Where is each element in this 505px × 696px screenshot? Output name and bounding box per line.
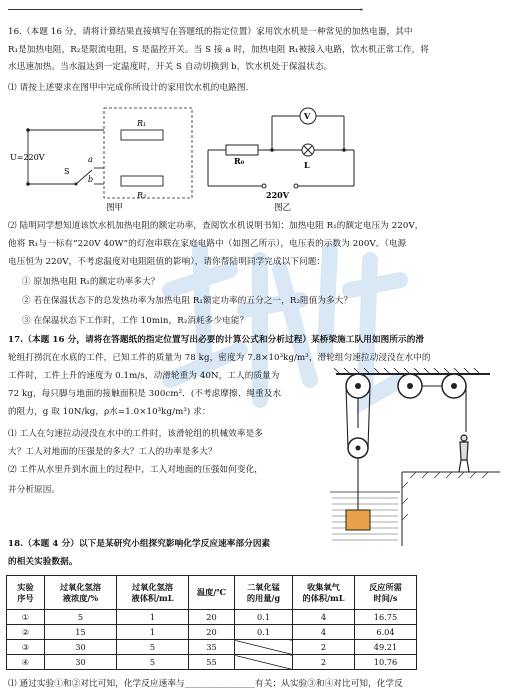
cell-slash (235, 655, 293, 670)
q16-line-5: ⑵ 陆明同学想知道该饮水机加热电阻的额定功率，查阅饮水机说明书知：加热电阻 R₁的额定电压为 220V， (8, 221, 424, 231)
pulley-system-figure (330, 368, 500, 548)
q16-line-10: ③ 在保温状态下工作时，工作 10min，R₂消耗多少电能？ (22, 316, 249, 326)
q17-line-6: ⑴ 工人在匀速拉动浸没在水中的工件时，该滑轮组的机械效率是多 (8, 429, 263, 439)
q17-line-3: 工件时，工件上升的速度为 0.1m/s，动滑轮重为 40N，工人的质量为 (8, 371, 280, 381)
table-header (293, 576, 355, 610)
cell-slash (235, 640, 293, 655)
q17-line-7: 大？工人对地面的压强是的多大？工人的功率是多大？ (8, 447, 217, 457)
fig2-lamp-label: L (304, 160, 310, 170)
answer-line (8, 9, 362, 10)
fig1-caption: 图甲 (106, 203, 124, 213)
fig2-voltmeter-label: V (304, 111, 311, 121)
q17-line-5: 的阻力，g 取 10N/kg，ρ水=1.0×10³kg/m³) 求： (8, 407, 211, 417)
fig1-switch-label: S (64, 167, 70, 176)
cell: 1 (117, 625, 189, 640)
cell: 4 (293, 625, 355, 640)
header-1: 过氧化氢溶 液浓度/% (60, 581, 101, 603)
fig1-voltage-label: U=220V (10, 153, 45, 162)
fig1-b-label: b (88, 175, 94, 184)
cell: 1 (117, 610, 189, 625)
header-3: 温度/℃ (196, 587, 227, 597)
cell: ③ (7, 640, 45, 655)
header-2: 过氧化氢溶 液体积/mL (131, 581, 174, 603)
cell: 5 (117, 655, 189, 670)
table-header (45, 576, 117, 610)
q16-line-6: 他将 R₁与一标有“220V 40W”的灯泡串联在家庭电路中（如图乙所示），电压表的示数为 200V。（电源 (8, 239, 407, 249)
q17-line-9: 并分析原因。 (8, 485, 61, 495)
cell: 30 (45, 640, 117, 655)
cell: ① (7, 610, 45, 625)
q16-line-4: ⑴ 请按上述要求在图甲中完成你所设计的家用饮水机的电路图. (8, 83, 249, 93)
cell: 2 (293, 655, 355, 670)
fig1-r1-label: R₁ (137, 119, 147, 128)
cell: 0.1 (235, 625, 293, 640)
table-row (7, 655, 417, 670)
header-0: 实验 序号 (17, 581, 34, 603)
cell: 4 (293, 610, 355, 625)
fig2-caption: 图乙 (274, 203, 292, 213)
q16-line-8: ① 原加热电阻 R₁的额定功率多大？ (22, 277, 160, 287)
table-header (189, 576, 235, 610)
table-row (7, 625, 417, 640)
circuit-figure-yi (200, 104, 370, 216)
circuit-figure-jia (8, 102, 198, 214)
experiment-table (6, 575, 417, 670)
q17-line-8: ⑵ 工件从水里升到水面上的过程中，工人对地面的压强如何变化， (8, 465, 263, 475)
fig1-r2-label: R₂ (137, 191, 147, 200)
cell: 20 (189, 610, 235, 625)
fig2-r-label: R₀ (234, 156, 245, 166)
q18-line-2: 的相关实验数据。 (8, 557, 78, 567)
fig2-voltage-label: 220V (266, 190, 289, 200)
cell: 55 (189, 655, 235, 670)
cell: 35 (189, 640, 235, 655)
header-5: 收集氧气 的体积/mL (302, 581, 345, 603)
q16-line-9: ② 若在保温状态下的总发热功率为加热电阻 R₁额定功率的五分之一，R₂阻值为多大？ (22, 296, 353, 306)
table-row (7, 640, 417, 655)
cell: 15 (45, 625, 117, 640)
header-dot: 。 (360, 3, 370, 13)
header-6: 反应所需 时间/s (369, 581, 402, 603)
cell: 20 (189, 625, 235, 640)
table-header (117, 576, 189, 610)
q17-line-2: 轮组打捞沉在水底的工件，已知工件的质量为 78 kg，密度为 7.8×10³kg/m³，滑轮组匀速拉动浸没在水中的 (8, 353, 431, 363)
cell: 2 (293, 640, 355, 655)
cell: 49.21 (355, 640, 417, 655)
header-4: 二氧化锰 的用量/g (246, 581, 281, 603)
cell: 30 (45, 655, 117, 670)
table-header-row (7, 576, 417, 610)
q16-line-7: 电压恒为 220V，不考虑温度对电阻阻值的影响），请你帮陆明同学完成以下问题： (8, 257, 326, 267)
cell: ② (7, 625, 45, 640)
cell: 0.1 (235, 610, 293, 625)
cell: 6.04 (355, 625, 417, 640)
cell: 16.75 (355, 610, 417, 625)
q16-line-3: 水迅速加热。当水温达到一定温度时，开关 S 自动切换到 b，饮水机处于保温状态。 (8, 62, 333, 72)
table-header (235, 576, 293, 610)
q17-line-1: 17.（本题 16 分，请将在答题纸的指定位置写出必要的计算公式和分析过程）某桥梁施工队用如图所示的滑 (8, 335, 425, 345)
table-row (7, 610, 417, 625)
q16-line-1: 16.（本题 16 分，请将计算结果直接填写在答题纸的指定位置）家用饮水机是一种常见的加热电器，其中 (8, 27, 413, 37)
q16-line-2: R₁是加热电阻，R₂是限流电阻，S 是温控开关。当 S 接 a 时，加热电阻 R₁被接入电路，饮水机正常工作，将 (8, 45, 429, 55)
cell: 10.76 (355, 655, 417, 670)
table-header (7, 576, 45, 610)
table-header (355, 576, 417, 610)
cell: ④ (7, 655, 45, 670)
cell: 5 (45, 610, 117, 625)
fig1-a-label: a (88, 155, 93, 164)
q18-footer: ⑴ 通过实验①和②对比可知，化学反应速率与________________有关；从实验③和④对比可知，化学反 (8, 679, 403, 689)
cell: 5 (117, 640, 189, 655)
q18-line-1: 18.（本题 4 分）以下是某研究小组探究影响化学反应速率部分因素 (8, 539, 271, 549)
q17-line-4: 72 kg，每只脚与地面的接触面积是 300cm²．(不考虑摩擦、绳重及水 (8, 389, 282, 399)
